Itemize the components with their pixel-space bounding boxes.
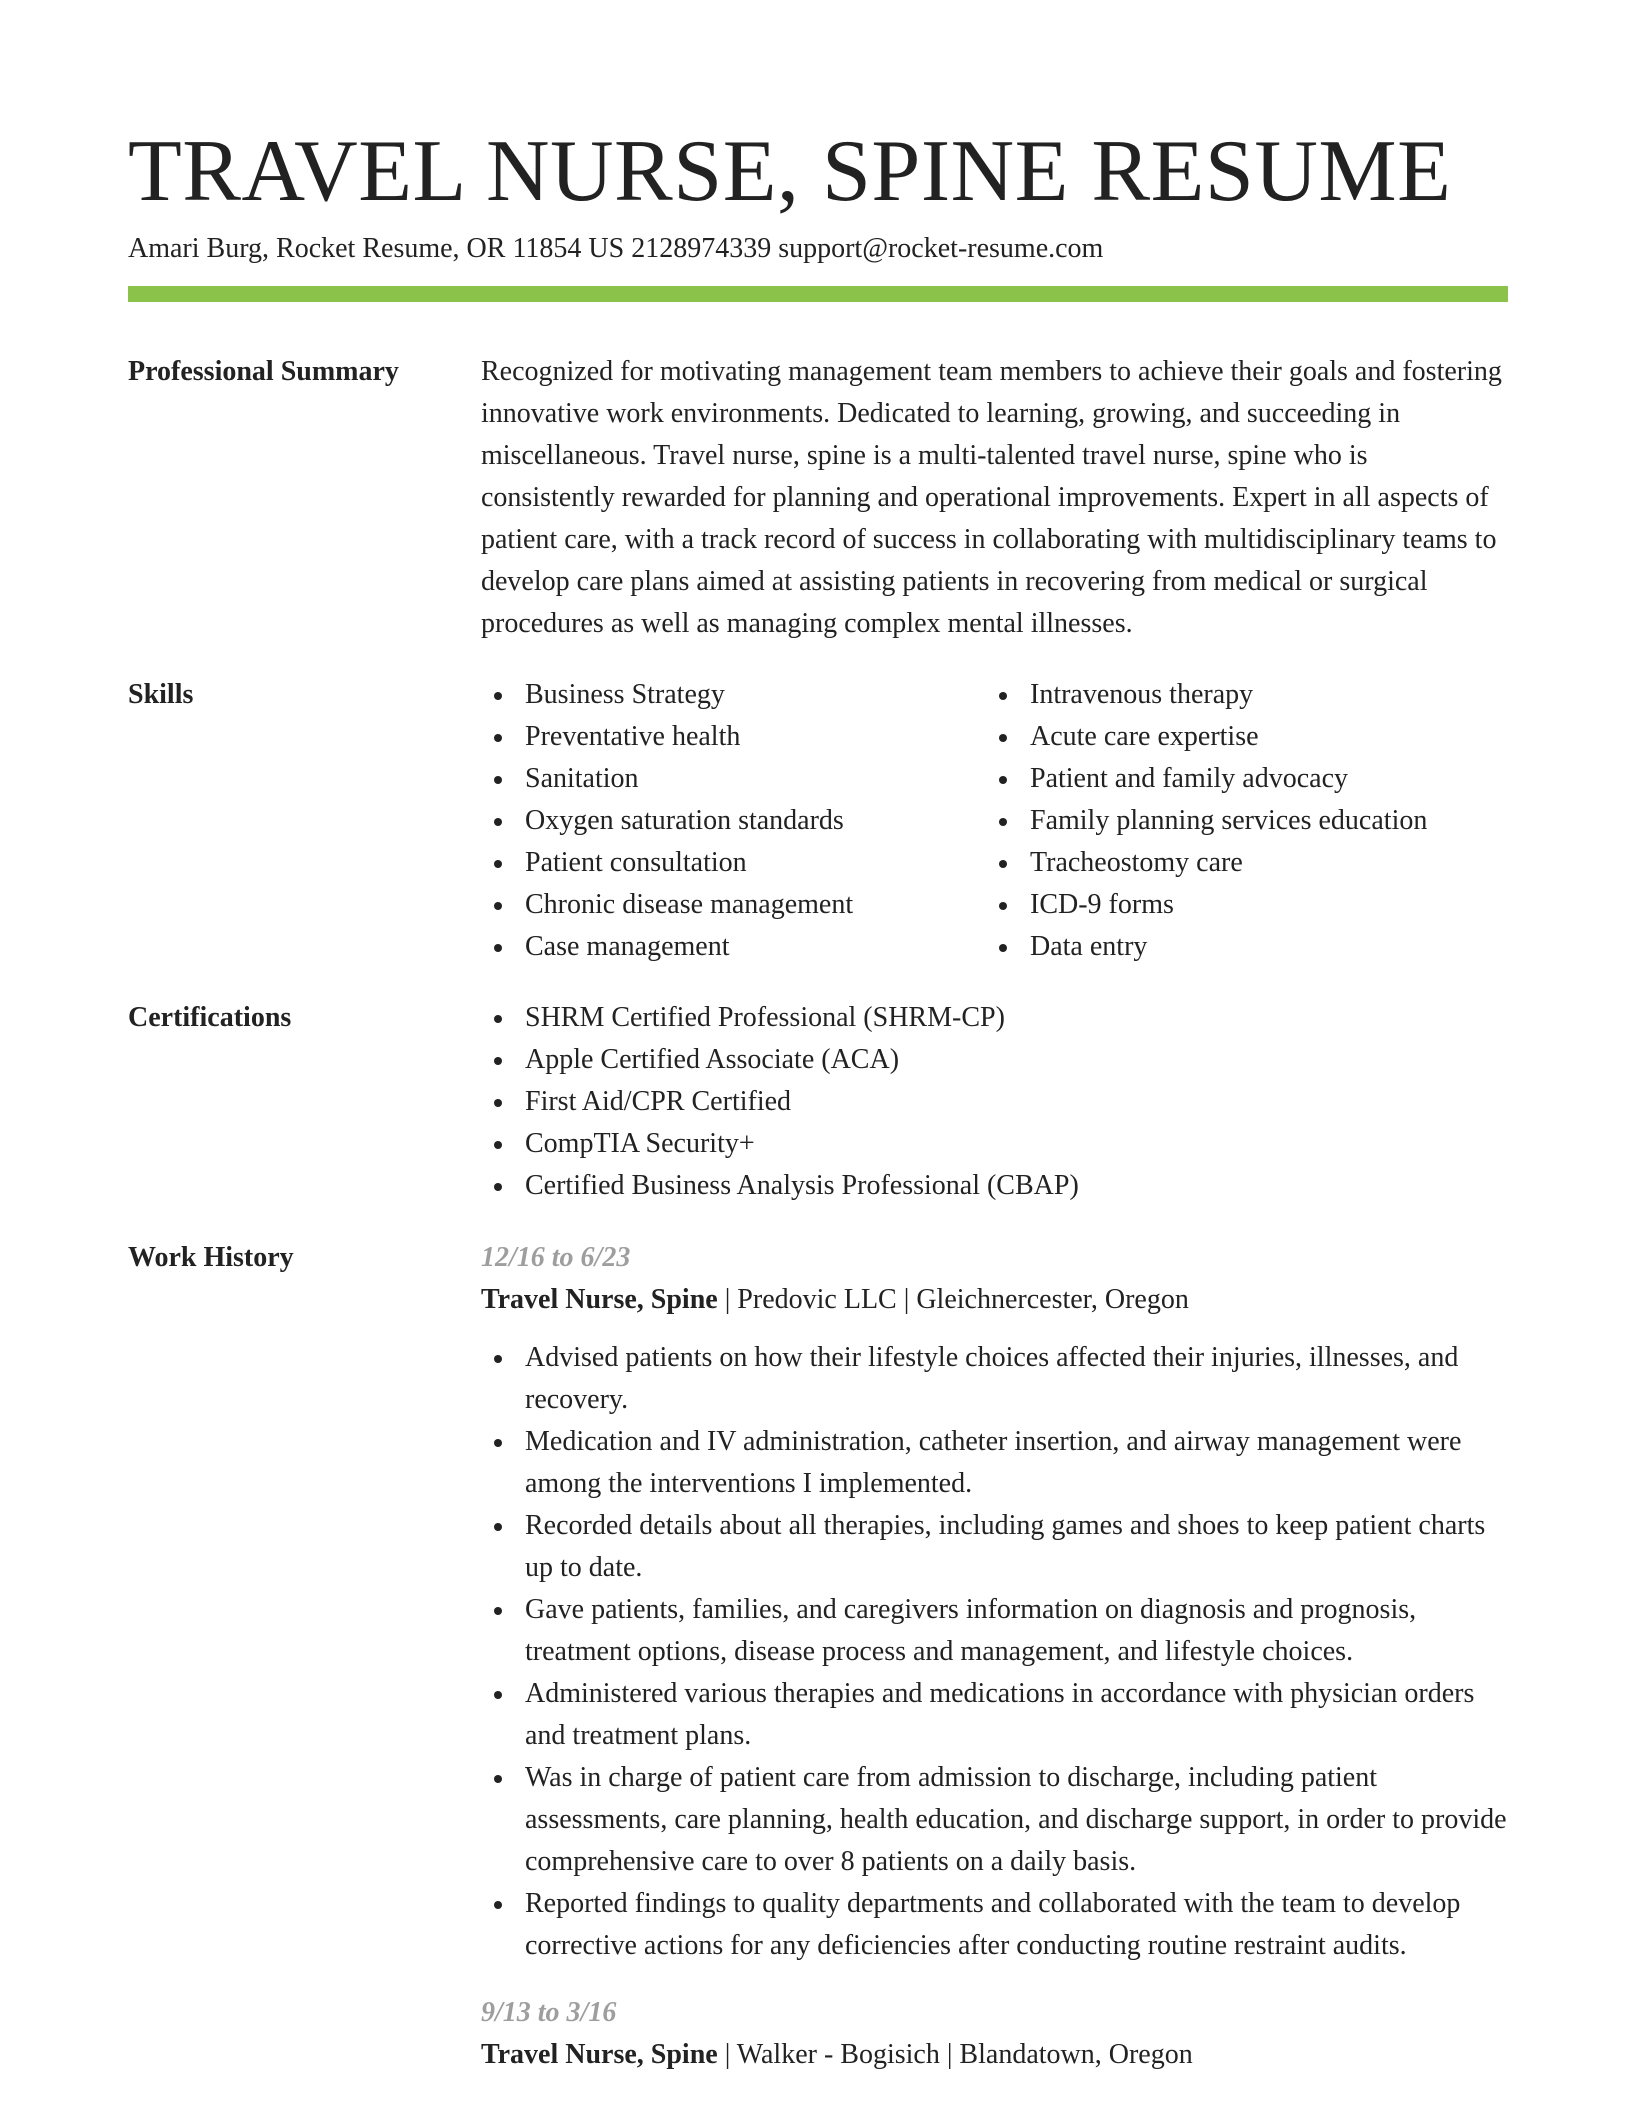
resume-title: TRAVEL NURSE, SPINE RESUME	[128, 123, 1452, 220]
accent-divider	[128, 286, 1508, 302]
job-duty-item: Gave patients, families, and caregivers information on diagnosis and prognosis, treatment options, disease process and management, and lifestyle choices.	[481, 1589, 1508, 1673]
job-heading	[481, 2034, 1508, 2076]
certification-item: First Aid/CPR Certified	[481, 1081, 1508, 1123]
job-duty-item: Reported findings to quality departments and collaborated with the team to develop corrective actions for any deficiencies after conducting routine restraint audits.	[481, 1883, 1508, 1967]
skill-item: Patient consultation	[481, 842, 986, 884]
skill-item: Case management	[481, 926, 986, 968]
job-details: | Predovic LLC | Gleichnercester, Oregon	[717, 1284, 1189, 1315]
certification-item: CompTIA Security+	[481, 1123, 1508, 1165]
certifications-label: Certifications	[128, 1002, 292, 1033]
job-duty-item: Administered various therapies and medications in accordance with physician orders and treatment plans.	[481, 1673, 1508, 1757]
skills-list-left	[481, 674, 986, 968]
skill-item: Acute care expertise	[986, 716, 1491, 758]
skill-item: Business Strategy	[481, 674, 986, 716]
skill-item: Data entry	[986, 926, 1491, 968]
skills-list-right	[986, 674, 1491, 968]
job-title: Travel Nurse, Spine	[481, 2039, 718, 2070]
summary-text: Recognized for motivating management team members to achieve their goals and fostering innovative work environments. Dedicated to learning, growing, and succeeding in miscellaneous. Travel nurse, spine is a multi-talented travel nurse, spine who is consistently rewarded for planning and operational improvements. Expert in all aspects of patient care, with a track record of success in collaborating with multidisciplinary teams to develop care plans aimed at assisting patients in recovering from medical or surgical procedures as well as managing complex mental illnesses.	[481, 356, 1502, 639]
skill-item: Preventative health	[481, 716, 986, 758]
job-title: Travel Nurse, Spine	[481, 1284, 718, 1315]
skill-item: Tracheostomy care	[986, 842, 1491, 884]
skill-item: ICD-9 forms	[986, 884, 1491, 926]
certification-item: Certified Business Analysis Professional (CBAP)	[481, 1165, 1508, 1207]
certifications-list	[481, 997, 1508, 1207]
summary-label: Professional Summary	[128, 356, 399, 387]
skills-label: Skills	[128, 679, 194, 710]
contact-line: Amari Burg, Rocket Resume, OR 11854 US 2128974339 support@rocket-resume.com	[128, 233, 1104, 264]
job-duty-item: Recorded details about all therapies, including games and shoes to keep patient charts up to date.	[481, 1505, 1508, 1589]
job-duty-item: Was in charge of patient care from admission to discharge, including patient assessments, care planning, health education, and discharge support, in order to provide comprehensive care to over 8 patients on a daily basis.	[481, 1757, 1508, 1883]
job-heading	[481, 1279, 1508, 1321]
skill-item: Sanitation	[481, 758, 986, 800]
job-duty-item: Advised patients on how their lifestyle choices affected their injuries, illnesses, and recovery.	[481, 1337, 1508, 1421]
certification-item: Apple Certified Associate (ACA)	[481, 1039, 1508, 1081]
work-history-label: Work History	[128, 1242, 294, 1273]
certification-item: SHRM Certified Professional (SHRM-CP)	[481, 997, 1508, 1039]
job-duty-item: Medication and IV administration, catheter insertion, and airway management were among the interventions I implemented.	[481, 1421, 1508, 1505]
job-dates: 12/16 to 6/23	[481, 1242, 631, 1273]
job-details: | Walker - Bogisich | Blandatown, Oregon	[717, 2039, 1193, 2070]
job-entry	[481, 1237, 1508, 1967]
skill-item: Intravenous therapy	[986, 674, 1491, 716]
job-dates: 9/13 to 3/16	[481, 1997, 617, 2028]
skill-item: Oxygen saturation standards	[481, 800, 986, 842]
job-duties-list	[481, 1337, 1508, 1967]
skill-item: Patient and family advocacy	[986, 758, 1491, 800]
skill-item: Chronic disease management	[481, 884, 986, 926]
skill-item: Family planning services education	[986, 800, 1491, 842]
job-entry	[481, 1992, 1508, 2076]
